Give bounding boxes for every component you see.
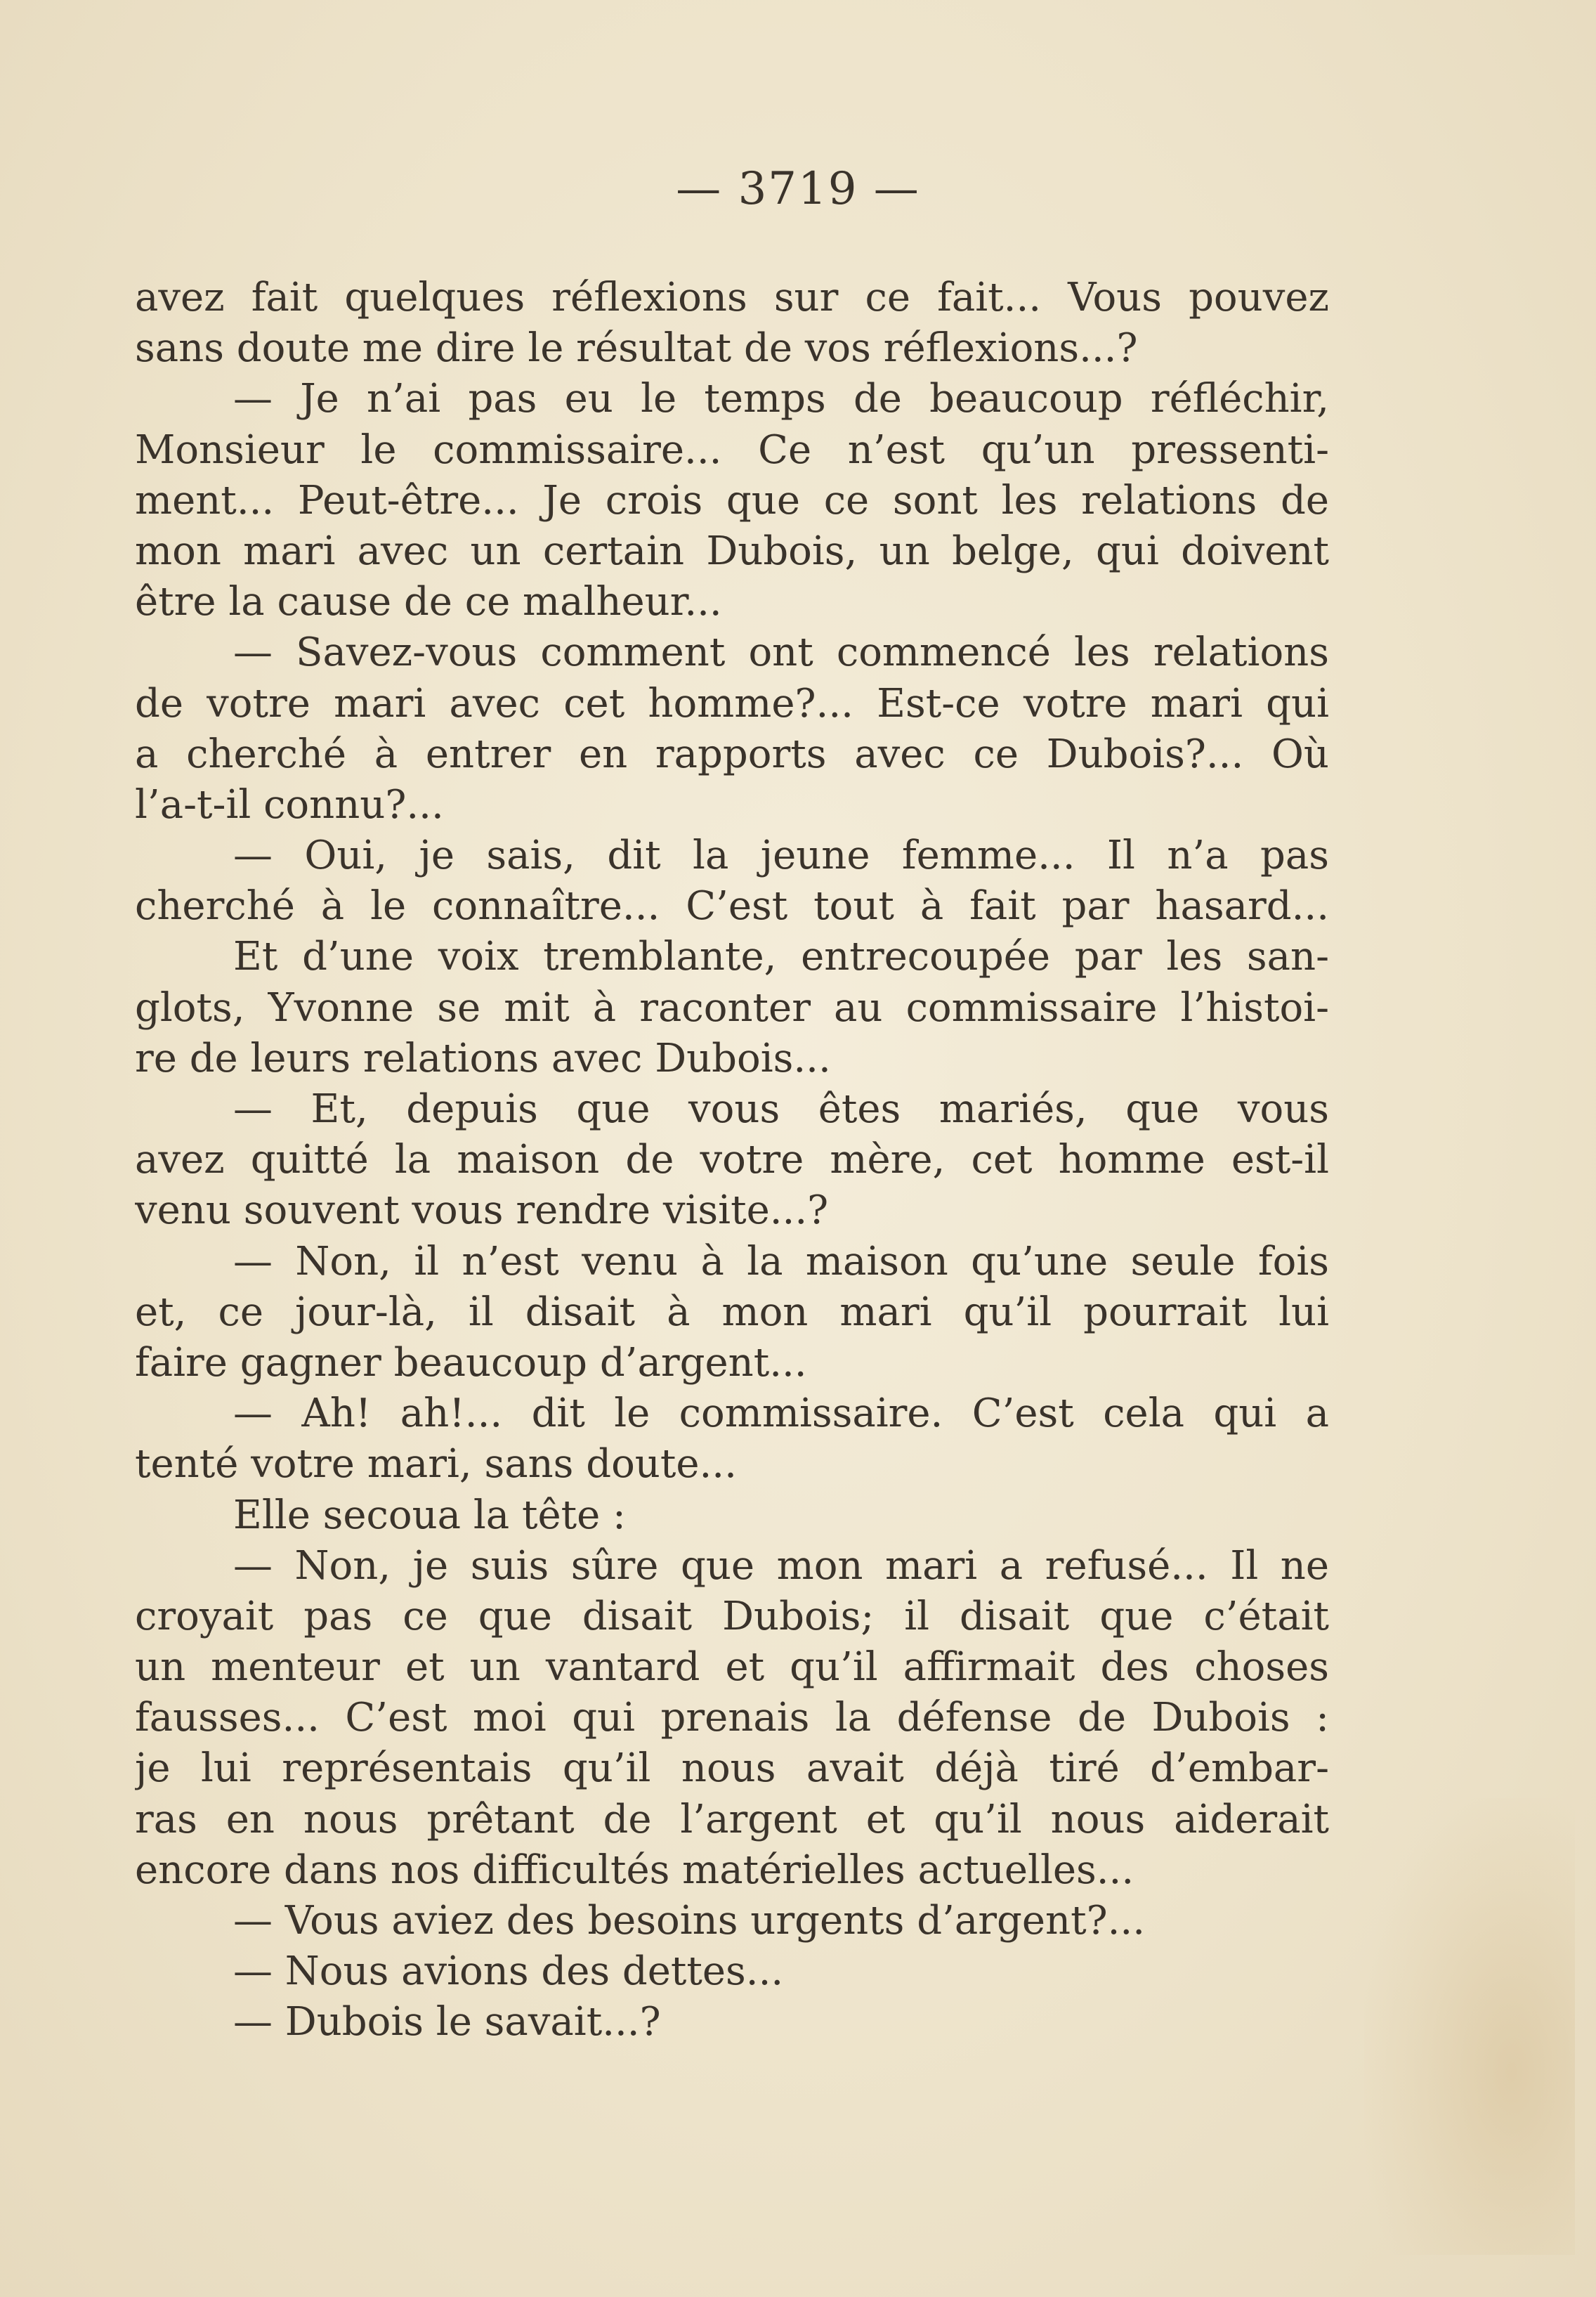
text-line: — Vous aviez des besoins urgents d’argent?... bbox=[233, 1898, 1146, 1944]
text-line: un menteur et un vantard et qu’il affirmait des choses bbox=[135, 1644, 1329, 1691]
text-line: ras en nous prêtant de l’argent et qu’il nous aiderait bbox=[135, 1796, 1329, 1842]
text-line: — Oui, je sais, dit la jeune femme... Il n’a pas bbox=[233, 833, 1329, 879]
text-line: — Ah! ah!... dit le commissaire. C’est cela qui a bbox=[233, 1391, 1329, 1437]
text-line: — Savez-vous comment ont commencé les relations bbox=[233, 630, 1329, 676]
text-line: — Et, depuis que vous êtes mariés, que vous bbox=[233, 1086, 1329, 1132]
text-line: — Non, je suis sûre que mon mari a refusé... Il ne bbox=[233, 1542, 1329, 1589]
page-number: — 3719 — bbox=[676, 163, 920, 215]
text-line: a cherché à entrer en rapports avec ce Dubois?... Où bbox=[135, 731, 1329, 777]
paper-stain bbox=[1364, 1798, 1575, 2255]
text-line: encore dans nos difficultés matérielles actuelles... bbox=[135, 1847, 1134, 1893]
text-line: de votre mari avec cet homme?... Est-ce votre mari qui bbox=[135, 680, 1329, 727]
text-line: faire gagner beaucoup d’argent... bbox=[135, 1339, 807, 1386]
text-line: croyait pas ce que disait Dubois; il disait que c’était bbox=[135, 1593, 1329, 1639]
text-line: cherché à le connaître... C’est tout à fait par hasard... bbox=[135, 883, 1329, 930]
text-line: — Nous avions des dettes... bbox=[233, 1948, 784, 1995]
text-line: avez quitté la maison de votre mère, cet homme est-il bbox=[135, 1137, 1329, 1183]
text-line: mon mari avec un certain Dubois, un belge, qui doivent bbox=[135, 528, 1329, 574]
text-line: fausses... C’est moi qui prenais la défense de Dubois : bbox=[135, 1695, 1329, 1741]
text-line: et, ce jour-là, il disait à mon mari qu’il pourrait lui bbox=[135, 1289, 1329, 1335]
text-line: venu souvent vous rendre visite...? bbox=[135, 1187, 829, 1234]
text-line: re de leurs relations avec Dubois... bbox=[135, 1035, 831, 1081]
text-line: être la cause de ce malheur... bbox=[135, 579, 722, 625]
text-line: Et d’une voix tremblante, entrecoupée par les san- bbox=[233, 934, 1329, 980]
text-line: glots, Yvonne se mit à raconter au commissaire l’histoi- bbox=[135, 984, 1329, 1031]
text-line: — Dubois le savait...? bbox=[233, 1999, 661, 2045]
text-line: je lui représentais qu’il nous avait déjà tiré d’embar- bbox=[135, 1745, 1329, 1792]
text-line: — Je n’ai pas eu le temps de beaucoup réfléchir, bbox=[233, 376, 1329, 422]
text-line: Monsieur le commissaire... Ce n’est qu’un pressenti- bbox=[135, 427, 1329, 473]
text-line: ment... Peut-être... Je crois que ce sont les relations de bbox=[135, 477, 1329, 523]
text-line: avez fait quelques réflexions sur ce fait... Vous pouvez bbox=[135, 275, 1329, 320]
text-line: Elle secoua la tête : bbox=[233, 1492, 626, 1538]
text-line: l’a-t-il connu?... bbox=[135, 781, 444, 828]
body-text bbox=[135, 273, 1329, 2048]
text-line: sans doute me dire le résultat de vos réflexions...? bbox=[135, 325, 1138, 372]
text-line: — Non, il n’est venu à la maison qu’une seule fois bbox=[233, 1238, 1329, 1284]
text-line: tenté votre mari, sans doute... bbox=[135, 1441, 737, 1488]
